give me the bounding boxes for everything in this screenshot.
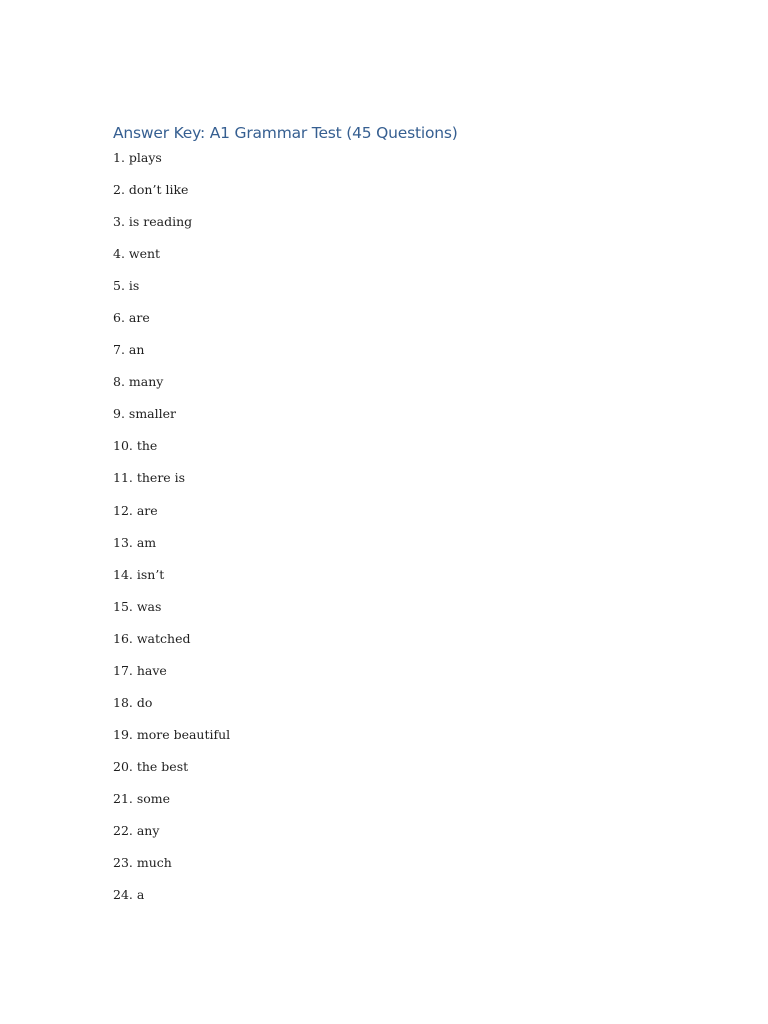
answer-item: 19. more beautiful	[113, 726, 231, 742]
answer-item: 10. the	[113, 438, 158, 454]
answer-item: 11. there is	[113, 470, 186, 486]
answer-item: 21. some	[113, 790, 171, 806]
answer-item: 18. do	[113, 694, 153, 710]
answer-item: 4. went	[113, 246, 161, 262]
answer-item: 16. watched	[113, 630, 191, 646]
answer-item: 6. are	[113, 310, 150, 326]
answer-item: 15. was	[113, 598, 162, 614]
document-title: Answer Key: A1 Grammar Test (45 Questions)	[113, 124, 458, 142]
answer-item: 12. are	[113, 502, 158, 518]
answer-item: 8. many	[113, 374, 164, 390]
answer-item: 2. don’t like	[113, 182, 189, 198]
answer-item: 14. isn’t	[113, 566, 165, 582]
answer-item: 9. smaller	[113, 406, 176, 422]
answer-item: 1. plays	[113, 150, 162, 165]
answer-item: 17. have	[113, 662, 167, 678]
answer-list	[113, 149, 230, 918]
answer-item: 23. much	[113, 855, 172, 871]
answer-item: 24. a	[113, 887, 145, 903]
answer-item: 7. an	[113, 342, 145, 358]
answer-item: 22. any	[113, 822, 160, 838]
answer-item: 3. is reading	[113, 214, 193, 230]
answer-item: 5. is	[113, 278, 140, 294]
answer-item: 13. am	[113, 534, 157, 550]
answer-item: 20. the best	[113, 758, 189, 774]
